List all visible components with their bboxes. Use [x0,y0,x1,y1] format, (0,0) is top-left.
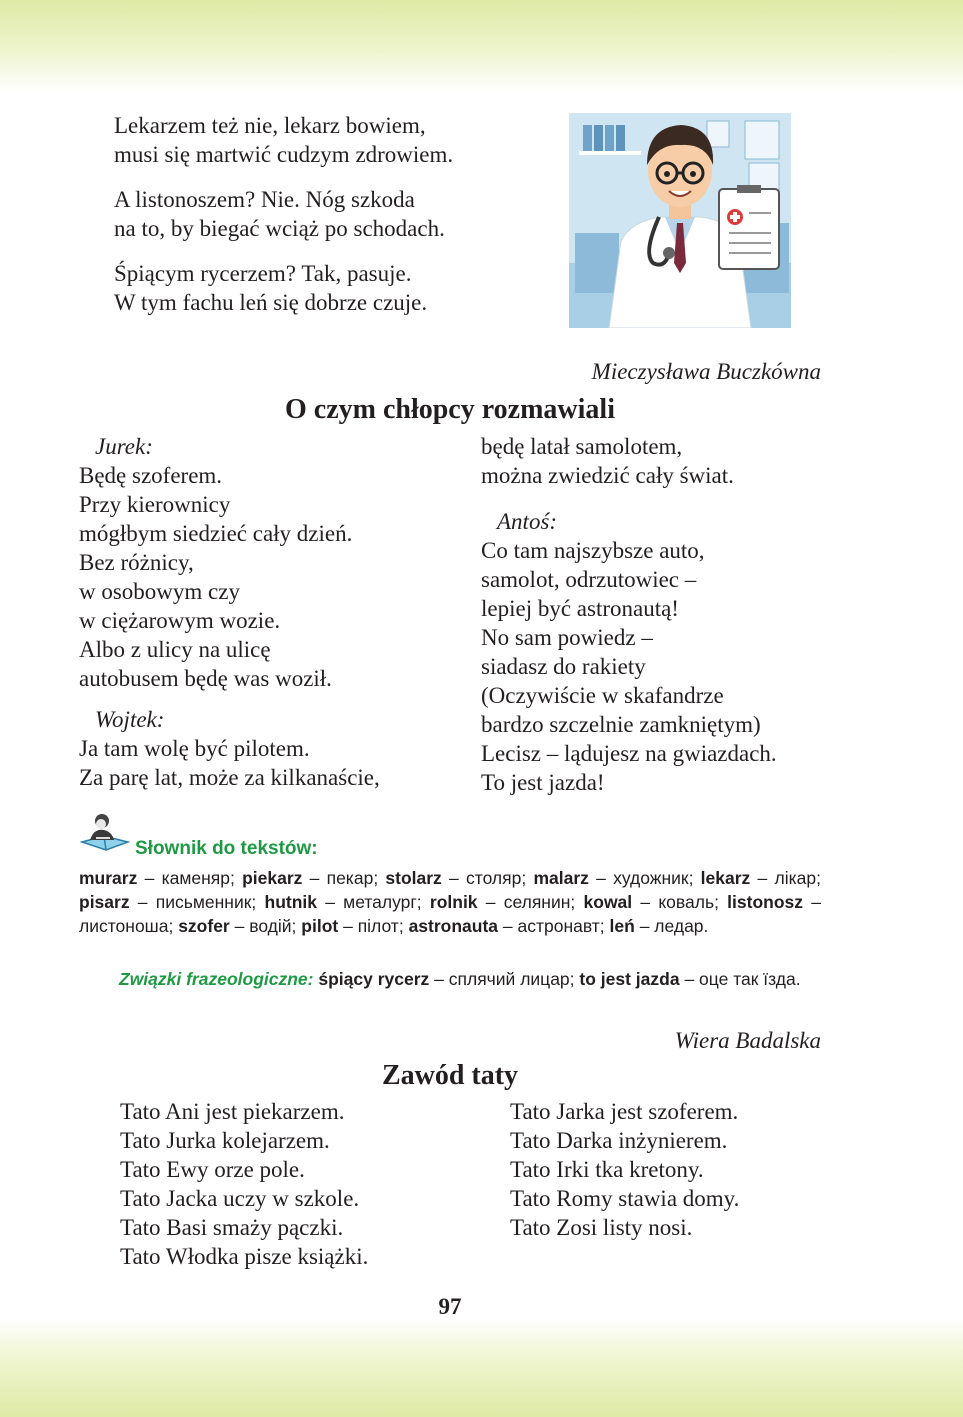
poem-line: Ja tam wolę być pilotem. [79,736,310,761]
poem-line: Tato Ewy orze pole. [120,1157,305,1182]
dict-term: leń [609,916,635,936]
poem3-right-column [510,1097,840,1242]
dict-translation: водій [249,916,292,936]
phrase-translation: оце так їзда [699,969,796,989]
doctor-illustration [569,113,791,328]
dict-translation: астронавт [517,916,600,936]
speaker-jurek: Jurek: [95,434,153,459]
poem-line: Będę szoferem. [79,463,223,488]
stanza-2 [114,185,544,243]
poem-line: będę latał samolotem, [481,434,683,459]
dict-term: astronauta [408,916,499,936]
poem-title-zawod-taty: Zawód taty [381,1060,519,1091]
poem-line: (Oczywiście w skafandrze [481,683,724,708]
poem3-left-column [120,1097,490,1271]
author-badalska: Wiera Badalska [674,1028,821,1053]
dict-term: murarz [79,868,138,888]
poem-line: można zwiedzić cały świat. [481,463,734,488]
poem-line: Tato Darka inżynierem. [510,1128,728,1153]
dict-term: pisarz [79,892,130,912]
dict-translation: металург [343,892,417,912]
poem-line: bardzo szczelnie zamkniętym) [481,712,761,737]
poem-line: Tato Jarka jest szoferem. [510,1099,739,1124]
poem-line: Za parę lat, może za kilkanaście, [79,765,380,790]
poem2-left-column [79,432,459,792]
poem-line: Tato Zosi listy nosi. [510,1215,693,1240]
speaker-antos: Antoś: [497,509,558,534]
poem-line: siadasz do rakiety [481,654,646,679]
dict-translation: листоноша [79,916,169,936]
dict-translation: коваль [658,892,715,912]
reading-student-icon [80,812,130,852]
poem-line: Lecisz – lądujesz na gwiazdach. [481,741,777,766]
poem-line: Tato Basi smaży pączki. [120,1215,344,1240]
poem-line: Tato Ani jest piekarzem. [120,1099,345,1124]
phraseology-section: Związki frazeologiczne: śpiący rycerz – сплячий лицар; to jest jazda – оце так їзда. [119,969,801,989]
poem-line: autobusem będę was woził. [79,666,332,691]
dict-translation: письменник [155,892,252,912]
phrase-term: to jest jazda [579,969,680,989]
dict-translation: каменяр [161,868,230,888]
poem-line: Przy kierownicy [79,492,231,517]
poem-line: A listonoszem? Nie. Nóg szkoda [114,187,415,212]
dict-translation: пекар [326,868,374,888]
poem-line: musi się martwić cudzym zdrowiem. [114,142,454,167]
dict-term: hutnik [264,892,317,912]
poem-line: Bez różnicy, [79,550,194,575]
phrase-translation: сплячий лицар [448,969,570,989]
poem-line: Lekarzem też nie, lekarz bowiem, [114,113,426,138]
phraseology-label: Związki frazeologiczne: [119,969,314,989]
dict-term: kowal [583,892,633,912]
poem-line: Albo z ulicy na ulicę [79,637,271,662]
bottom-decor-band [0,1318,963,1417]
poem-line: mógłbym siedzieć cały dzień. [79,521,353,546]
poem2-right-column [481,432,841,797]
poem-line: Tato Irki tka kretony. [510,1157,704,1182]
poem-line: w osobowym czy [79,579,240,604]
poem-line: W tym fachu leń się dobrze czuje. [114,290,428,315]
dict-term: szofer [178,916,230,936]
author-buczkowna: Mieczysława Buczkówna [591,359,821,384]
dict-term: pilot [301,916,339,936]
poem-line: samolot, odrzutowiec – [481,567,697,592]
poem-line: na to, by biegać wciąż po schodach. [114,216,445,241]
poem-line: Śpiącym rycerzem? Tak, pasuje. [114,261,412,286]
poem-line: w ciężarowym wozie. [79,608,281,633]
dict-term: rolnik [429,892,478,912]
phrase-term: śpiący rycerz [318,969,430,989]
poem-line: Tato Jurka kolejarzem. [120,1128,330,1153]
dict-translation: лікар [774,868,817,888]
poem-line: Tato Jacka uczy w szkole. [120,1186,360,1211]
dict-term: lekarz [700,868,751,888]
dict-translation: художник [613,868,689,888]
dict-translation: ледар [654,916,704,936]
page-number: 97 [438,1294,462,1319]
poem-title-o-czym-chlopcy-rozmawiali: O czym chłopcy rozmawiali [285,394,615,425]
dict-translation: пілот [357,916,399,936]
dictionary-entries: murarz – каменяр; piekarz – пекар; stolarz – столяр; malarz – художник; lekarz – лікар; pisarz – письменник; hutnik – металург; rolnik – селянин; kowal – коваль; listonosz – листоноша; szofer – водій; pilot – пілот; astronauta – астронавт; leń – ледар. [79,868,821,936]
dict-term: piekarz [242,868,303,888]
dict-translation: столяр [466,868,522,888]
stanza-3 [114,259,544,317]
dictionary-title: Słownik do tekstów: [135,838,318,859]
dict-translation: селянин [503,892,571,912]
poem-line: Co tam najszybsze auto, [481,538,705,563]
poem-line: No sam powiedz – [481,625,653,650]
top-decor-band [0,0,963,92]
poem-line: Tato Romy stawia domy. [510,1186,740,1211]
poem-line: To jest jazda! [481,770,605,795]
dict-term: listonosz [727,892,804,912]
poem-line: lepiej być astronautą! [481,596,679,621]
dict-term: stolarz [385,868,442,888]
speaker-wojtek: Wojtek: [95,707,165,732]
dict-term: malarz [533,868,589,888]
stanza-1 [114,111,544,169]
poem-line: Tato Włodka pisze książki. [120,1244,369,1269]
